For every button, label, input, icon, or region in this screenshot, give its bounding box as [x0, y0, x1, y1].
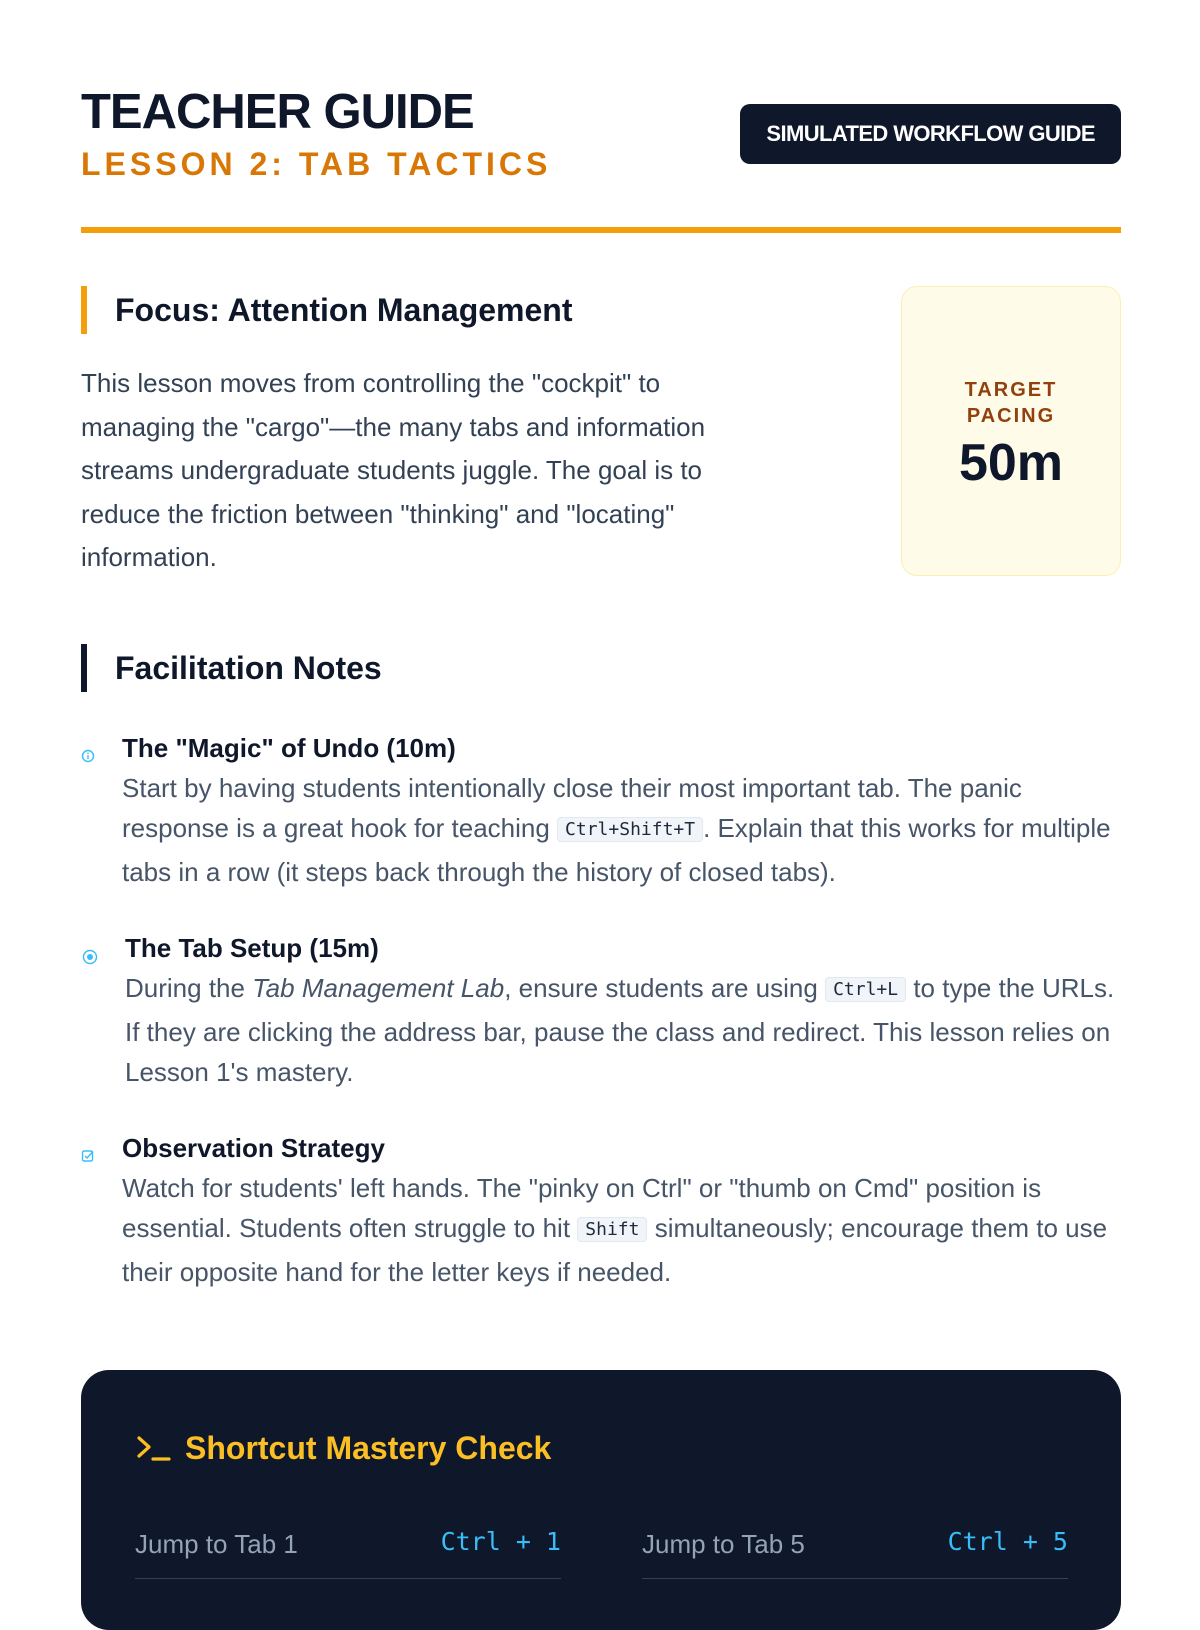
page-title: TEACHER GUIDE [81, 85, 474, 139]
note-text: Watch for students' left hands. The "pinky on Ctrl" or "thumb on Cmd" position is essential. Students often struggle to hit [122, 1173, 1042, 1243]
pacing-value: 50m [958, 434, 1064, 492]
shortcut-key: Shift [577, 1217, 647, 1242]
focus-description: This lesson moves from controlling the "cockpit" to managing the "cargo"—the many tabs and information streams undergraduate students juggle. The goal is to reduce the friction between "thinking" and "locating" information. [81, 368, 706, 572]
focus-section [81, 286, 1121, 586]
checkbox-icon [81, 1149, 95, 1163]
guide-header [81, 84, 1121, 184]
pacing-label-line2: PACING [966, 405, 1056, 427]
note-title: Observation Strategy [122, 1133, 385, 1163]
note-text: , ensure students are using [504, 973, 826, 1003]
lab-name: Tab Management Lab [252, 973, 505, 1003]
target-pacing-card [901, 286, 1121, 576]
focus-heading: Focus: Attention Management [81, 286, 572, 334]
note-body [125, 968, 1125, 1092]
workflow-guide-badge: SIMULATED WORKFLOW GUIDE [740, 104, 1121, 164]
note-body [122, 768, 1122, 892]
pacing-label-line1: TARGET [964, 379, 1058, 401]
shortcut-row [642, 1518, 1068, 1579]
shortcut-label: Jump to Tab 5 [642, 1529, 805, 1559]
terminal-icon [135, 1433, 173, 1463]
target-icon [82, 949, 98, 965]
note-text: Start by having students intentionally close their most important tab. The panic response is a great hook for teaching [122, 773, 1022, 843]
shortcut-card-title [135, 1428, 551, 1468]
lesson-subtitle: LESSON 2: TAB TACTICS [81, 146, 552, 182]
shortcut-key: Ctrl+Shift+T [557, 817, 703, 842]
shortcut-key: Ctrl+L [825, 977, 906, 1002]
shortcut-keys: Ctrl + 5 [947, 1527, 1068, 1556]
note-title: The Tab Setup (15m) [125, 933, 379, 963]
note-title: The "Magic" of Undo (10m) [122, 733, 456, 763]
note-text: simultaneously; encourage them to use their opposite hand for the letter keys if needed. [122, 1213, 1108, 1287]
header-divider [81, 227, 1121, 233]
note-text: During the [125, 973, 253, 1003]
note-text: to type the URLs. If they are clicking the address bar, pause the class and redirect. This lesson relies on Lesson 1's mastery. [125, 973, 1115, 1087]
shortcut-label: Jump to Tab 1 [135, 1529, 298, 1559]
info-icon [81, 749, 95, 763]
shortcut-title-text: Shortcut Mastery Check [185, 1430, 552, 1466]
pacing-label [902, 377, 1120, 429]
shortcut-mastery-card [81, 1370, 1121, 1630]
note-text: . Explain that this works for multiple tabs in a row (it steps back through the history of closed tabs). [122, 813, 1111, 887]
facilitation-heading: Facilitation Notes [81, 644, 382, 692]
note-body [122, 1168, 1122, 1292]
shortcut-keys: Ctrl + 1 [440, 1527, 561, 1556]
shortcut-row [135, 1518, 561, 1579]
